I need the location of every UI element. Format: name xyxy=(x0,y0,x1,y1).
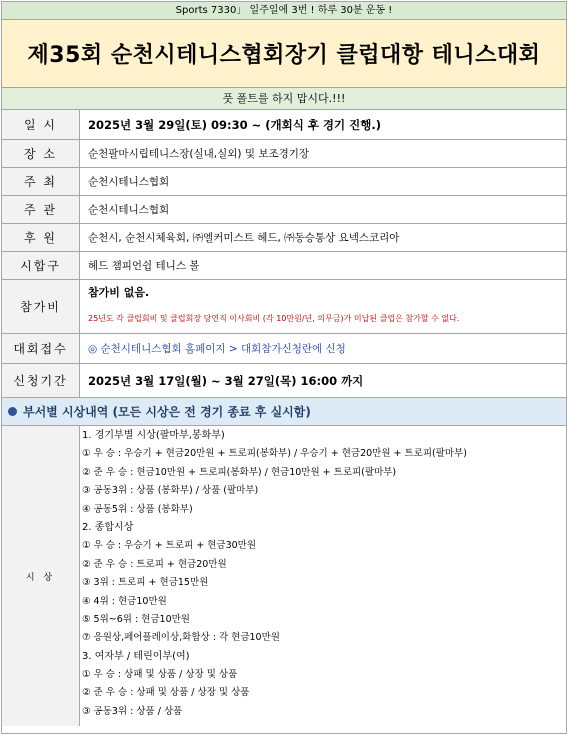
organizer-label: 주 관 xyxy=(2,196,80,223)
prize-line: ⑦ 응원상,페어플레이상,화합상 : 각 현금10만원 xyxy=(82,632,280,644)
prize-list xyxy=(80,426,566,726)
sponsor-value: 순천시, 순천시체육회, ㈜엘커미스트 헤드, ㈜동승통상 요넥스코리아 xyxy=(88,232,400,244)
venue-label: 장 소 xyxy=(2,140,80,167)
prize-details xyxy=(2,426,566,726)
fee-value: 참가비 없음. xyxy=(88,286,150,299)
ball-label: 시합구 xyxy=(2,252,80,279)
row-organizer xyxy=(2,196,566,224)
date-value: 2025년 3월 29일(토) 09:30 ~ (개회식 후 경기 진행.) xyxy=(88,117,381,132)
host-label: 주 최 xyxy=(2,168,80,195)
prize-line: 1. 경기부별 시상(팔마부,봉화부) xyxy=(82,430,225,441)
prize-line: ① 우 승 : 상패 및 상품 / 상장 및 상품 xyxy=(82,669,238,681)
prize-line: ③ 공동3위 : 상품 / 상품 xyxy=(82,705,183,717)
fee-cell xyxy=(80,280,566,333)
prize-line: ① 우 승 : 우승기 + 현금20만원 + 트로피(봉화부) / 우승기 + 현금20만원 + 트로피(팔마부) xyxy=(82,448,467,460)
apply-link[interactable]: ◎ 순천시테니스협회 홈페이지 > 대회참가신청란에 신청 xyxy=(88,343,346,355)
prize-line: ⑤ 5위~6위 : 현금10만원 xyxy=(82,613,190,625)
page-title: 제35회 순천시테니스협회장기 클럽대항 테니스대회 xyxy=(2,20,566,88)
row-host xyxy=(2,168,566,196)
prize-line: 3. 여자부 / 테린이부(여) xyxy=(82,650,190,662)
apply-label: 대회접수 xyxy=(2,334,80,363)
prize-line: ② 준 우 승 : 상패 및 상품 / 상장 및 상품 xyxy=(82,687,250,699)
row-sponsor xyxy=(2,224,566,252)
tournament-notice-sheet xyxy=(1,1,567,734)
prize-line: ② 준 우 승 : 트로피 + 현금20만원 xyxy=(82,558,227,570)
row-fee xyxy=(2,280,566,334)
ball-value: 헤드 챔피언쉽 테니스 볼 xyxy=(88,260,200,272)
organizer-value: 순천시테니스협회 xyxy=(88,204,170,216)
prize-line: ④ 4위 : 현금10만원 xyxy=(82,595,167,607)
row-apply xyxy=(2,334,566,364)
slogan-banner: Sports 7330」 일주일에 3번 ! 하루 30분 운동 ! xyxy=(2,2,566,20)
date-label: 일 시 xyxy=(2,110,80,139)
host-value: 순천시테니스협회 xyxy=(88,176,170,188)
row-period xyxy=(2,364,566,398)
prize-label: 시 상 xyxy=(2,426,80,726)
bullet-dot-icon xyxy=(8,407,17,416)
venue-value: 순천팔마시립테니스장(실내,실외) 및 보조경기장 xyxy=(88,148,310,160)
prize-line: 2. 종합시상 xyxy=(82,521,134,533)
prize-line: ② 준 우 승 : 현금10만원 + 트로피(봉화부) / 현금10만원 + 트로피(팔마부) xyxy=(82,466,397,478)
prize-line: ③ 공동3위 : 상품 (봉화부) / 상품 (팔마부) xyxy=(82,485,259,497)
sponsor-label: 후 원 xyxy=(2,224,80,251)
fee-warning-note: 25년도 각 클럽회비 및 클럽회장 당연직 이사회비 (각 10만원/년, 의무금)가 미납된 클럽은 참가할 수 없다. xyxy=(88,314,460,323)
foot-fault-notice: 풋 폴트를 하지 맙시다.!!! xyxy=(2,88,566,110)
prize-line: ③ 3위 : 트로피 + 현금15만원 xyxy=(82,577,209,589)
row-date xyxy=(2,110,566,140)
fee-label: 참가비 xyxy=(2,280,80,333)
prize-line: ① 우 승 : 우승기 + 트로피 + 현금30만원 xyxy=(82,540,257,552)
prize-section-header xyxy=(2,398,566,426)
row-ball xyxy=(2,252,566,280)
period-value: 2025년 3월 17일(월) ~ 3월 27일(목) 16:00 까지 xyxy=(88,373,364,388)
row-venue xyxy=(2,140,566,168)
prize-section-title: 부서별 시상내역 (모든 시상은 전 경기 종료 후 실시함) xyxy=(23,405,311,419)
period-label: 신청기간 xyxy=(2,364,80,397)
prize-line: ④ 공동5위 : 상품 (봉화부) xyxy=(82,503,193,515)
